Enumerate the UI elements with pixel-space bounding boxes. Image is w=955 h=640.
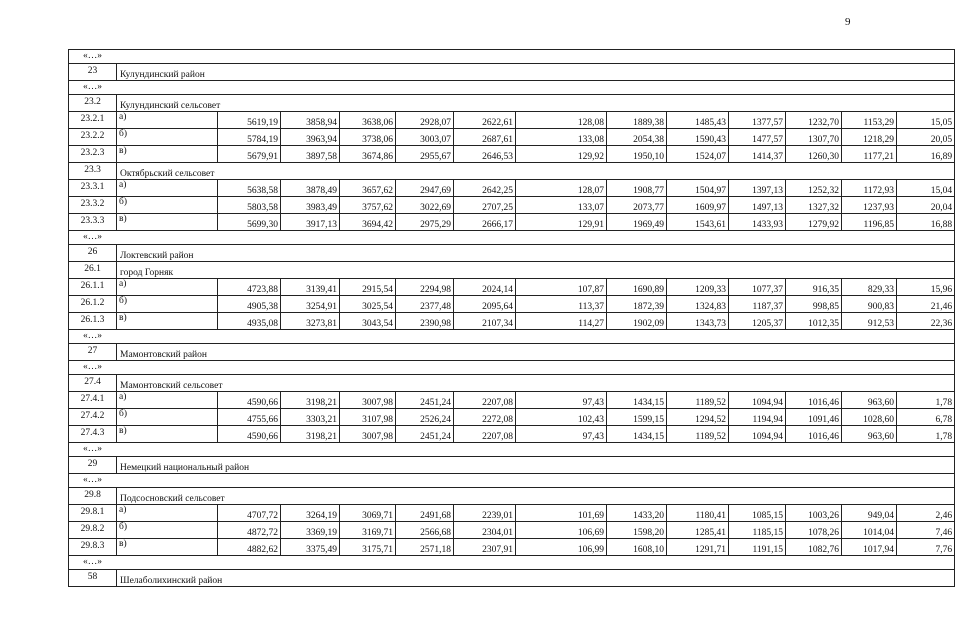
value-cell: 7,46: [897, 522, 955, 539]
row-code: 26.1.2: [69, 296, 117, 313]
row-code: 27.4.3: [69, 426, 117, 443]
value-cell: 3917,13: [281, 214, 340, 231]
value-cell: 1285,41: [667, 522, 729, 539]
value-cell: 2666,17: [454, 214, 516, 231]
value-cell: 1194,94: [729, 409, 786, 426]
value-cell: 1094,94: [729, 392, 786, 409]
value-cell: 1014,04: [842, 522, 897, 539]
value-cell: 1434,15: [607, 392, 667, 409]
value-cell: 1077,37: [729, 279, 786, 296]
row-letter: а): [117, 505, 218, 522]
value-cell: 4707,72: [218, 505, 281, 522]
value-cell: 15,96: [897, 279, 955, 296]
value-cell: 1205,37: [729, 313, 786, 330]
section-title: Локтевский район: [117, 245, 955, 262]
value-cell: 3694,42: [340, 214, 396, 231]
value-cell: 1950,10: [607, 146, 667, 163]
value-cell: 1485,43: [667, 112, 729, 129]
value-cell: 3069,71: [340, 505, 396, 522]
value-cell: 5699,30: [218, 214, 281, 231]
value-cell: 1307,70: [786, 129, 842, 146]
row-code: 27.4.1: [69, 392, 117, 409]
value-cell: 1209,33: [667, 279, 729, 296]
value-cell: 1003,26: [786, 505, 842, 522]
value-cell: 1,78: [897, 392, 955, 409]
row-code: 23.2.1: [69, 112, 117, 129]
value-cell: 4872,72: [218, 522, 281, 539]
value-cell: 1012,35: [786, 313, 842, 330]
table-row: [69, 522, 955, 539]
value-cell: 2272,08: [454, 409, 516, 426]
value-cell: 1590,43: [667, 129, 729, 146]
section-title: Мамонтовский район: [117, 344, 955, 361]
value-cell: 2975,29: [396, 214, 454, 231]
table-row: [69, 409, 955, 426]
value-cell: 1091,46: [786, 409, 842, 426]
value-cell: 2451,24: [396, 426, 454, 443]
value-cell: 1078,26: [786, 522, 842, 539]
value-cell: 133,08: [516, 129, 607, 146]
value-cell: 949,04: [842, 505, 897, 522]
value-cell: 3858,94: [281, 112, 340, 129]
value-cell: 128,08: [516, 112, 607, 129]
value-cell: 963,60: [842, 426, 897, 443]
value-cell: 15,05: [897, 112, 955, 129]
value-cell: 1504,97: [667, 180, 729, 197]
value-cell: 963,60: [842, 392, 897, 409]
value-cell: 3025,54: [340, 296, 396, 313]
value-cell: 129,92: [516, 146, 607, 163]
value-cell: 3022,69: [396, 197, 454, 214]
ellipsis-row: [69, 231, 955, 245]
ellipsis-row: [69, 556, 955, 570]
value-cell: 1889,38: [607, 112, 667, 129]
value-cell: 1028,60: [842, 409, 897, 426]
section-code: 29.8: [69, 488, 117, 505]
table-row: [69, 146, 955, 163]
value-cell: 998,85: [786, 296, 842, 313]
value-cell: 5619,19: [218, 112, 281, 129]
value-cell: 3107,98: [340, 409, 396, 426]
value-cell: 3757,62: [340, 197, 396, 214]
value-cell: 1414,37: [729, 146, 786, 163]
section-title: Немецкий национальный район: [117, 457, 955, 474]
value-cell: 3674,86: [340, 146, 396, 163]
section-row: [69, 570, 955, 587]
row-letter: в): [117, 313, 218, 330]
value-cell: 1085,15: [729, 505, 786, 522]
value-cell: 2207,08: [454, 392, 516, 409]
value-cell: 1477,57: [729, 129, 786, 146]
value-cell: 1180,41: [667, 505, 729, 522]
row-letter: в): [117, 539, 218, 556]
value-cell: 20,04: [897, 197, 955, 214]
value-cell: 2307,91: [454, 539, 516, 556]
value-cell: 1260,30: [786, 146, 842, 163]
value-cell: 1599,15: [607, 409, 667, 426]
value-cell: 1377,57: [729, 112, 786, 129]
value-cell: 1434,15: [607, 426, 667, 443]
value-cell: 3169,71: [340, 522, 396, 539]
table-row: [69, 313, 955, 330]
row-letter: в): [117, 426, 218, 443]
ellipsis-mark: «…»: [69, 474, 955, 488]
value-cell: 5638,58: [218, 180, 281, 197]
table-row: [69, 180, 955, 197]
table-row: [69, 129, 955, 146]
value-cell: 1433,20: [607, 505, 667, 522]
value-cell: 1279,92: [786, 214, 842, 231]
value-cell: 3738,06: [340, 129, 396, 146]
value-cell: 129,91: [516, 214, 607, 231]
value-cell: 3369,19: [281, 522, 340, 539]
row-code: 23.2.2: [69, 129, 117, 146]
value-cell: 4755,66: [218, 409, 281, 426]
ellipsis-row: [69, 330, 955, 344]
value-cell: 1294,52: [667, 409, 729, 426]
ellipsis-row: [69, 50, 955, 64]
value-cell: 1343,73: [667, 313, 729, 330]
value-cell: 1969,49: [607, 214, 667, 231]
value-cell: 102,43: [516, 409, 607, 426]
value-cell: 1017,94: [842, 539, 897, 556]
value-cell: 128,07: [516, 180, 607, 197]
value-cell: 16,89: [897, 146, 955, 163]
value-cell: 2377,48: [396, 296, 454, 313]
section-row: [69, 64, 955, 81]
value-cell: 2073,77: [607, 197, 667, 214]
value-cell: 1324,83: [667, 296, 729, 313]
value-cell: 1082,76: [786, 539, 842, 556]
section-code: 27.4: [69, 375, 117, 392]
section-code: 23: [69, 64, 117, 81]
value-cell: 106,99: [516, 539, 607, 556]
value-cell: 2526,24: [396, 409, 454, 426]
ellipsis-mark: «…»: [69, 50, 955, 64]
table-row: [69, 112, 955, 129]
row-letter: а): [117, 180, 218, 197]
value-cell: 3175,71: [340, 539, 396, 556]
value-cell: 1185,15: [729, 522, 786, 539]
section-title: Подсосновский сельсовет: [117, 488, 955, 505]
value-cell: 2054,38: [607, 129, 667, 146]
value-cell: 2915,54: [340, 279, 396, 296]
section-row: [69, 245, 955, 262]
value-cell: 3198,21: [281, 392, 340, 409]
section-row: [69, 344, 955, 361]
value-cell: 916,35: [786, 279, 842, 296]
ellipsis-row: [69, 81, 955, 95]
table-row: [69, 279, 955, 296]
value-cell: 21,46: [897, 296, 955, 313]
value-cell: 1232,70: [786, 112, 842, 129]
value-cell: 1524,07: [667, 146, 729, 163]
value-cell: 2390,98: [396, 313, 454, 330]
value-cell: 4723,88: [218, 279, 281, 296]
value-cell: 1872,39: [607, 296, 667, 313]
value-cell: 1598,20: [607, 522, 667, 539]
value-cell: 2451,24: [396, 392, 454, 409]
row-letter: в): [117, 214, 218, 231]
section-title: Шелаболихинский район: [117, 570, 955, 587]
value-cell: 1237,93: [842, 197, 897, 214]
table-row: [69, 505, 955, 522]
section-row: [69, 163, 955, 180]
value-cell: 3375,49: [281, 539, 340, 556]
value-cell: 6,78: [897, 409, 955, 426]
value-cell: 3198,21: [281, 426, 340, 443]
value-cell: 1252,32: [786, 180, 842, 197]
tariff-table: [68, 49, 955, 587]
value-cell: 3983,49: [281, 197, 340, 214]
value-cell: 1016,46: [786, 426, 842, 443]
value-cell: 7,76: [897, 539, 955, 556]
row-code: 26.1.1: [69, 279, 117, 296]
value-cell: 113,37: [516, 296, 607, 313]
row-letter: а): [117, 112, 218, 129]
value-cell: 3007,98: [340, 392, 396, 409]
section-row: [69, 457, 955, 474]
value-cell: 1902,09: [607, 313, 667, 330]
row-code: 27.4.2: [69, 409, 117, 426]
value-cell: 1187,37: [729, 296, 786, 313]
value-cell: 2622,61: [454, 112, 516, 129]
row-letter: б): [117, 409, 218, 426]
ellipsis-row: [69, 474, 955, 488]
value-cell: 1191,15: [729, 539, 786, 556]
section-row: [69, 488, 955, 505]
value-cell: 4590,66: [218, 392, 281, 409]
value-cell: 3897,58: [281, 146, 340, 163]
section-title: Кулундинский район: [117, 64, 955, 81]
row-letter: б): [117, 522, 218, 539]
value-cell: 2928,07: [396, 112, 454, 129]
ellipsis-mark: «…»: [69, 443, 955, 457]
row-code: 29.8.1: [69, 505, 117, 522]
value-cell: 97,43: [516, 392, 607, 409]
row-code: 23.3.3: [69, 214, 117, 231]
table-row: [69, 296, 955, 313]
value-cell: 3043,54: [340, 313, 396, 330]
value-cell: 3273,81: [281, 313, 340, 330]
value-cell: 22,36: [897, 313, 955, 330]
row-letter: а): [117, 392, 218, 409]
value-cell: 2571,18: [396, 539, 454, 556]
value-cell: 107,87: [516, 279, 607, 296]
row-code: 29.8.2: [69, 522, 117, 539]
value-cell: 1016,46: [786, 392, 842, 409]
value-cell: 2207,08: [454, 426, 516, 443]
value-cell: 912,53: [842, 313, 897, 330]
row-code: 23.3.1: [69, 180, 117, 197]
value-cell: 114,27: [516, 313, 607, 330]
value-cell: 1497,13: [729, 197, 786, 214]
value-cell: 1172,93: [842, 180, 897, 197]
value-cell: 2947,69: [396, 180, 454, 197]
ellipsis-row: [69, 361, 955, 375]
section-code: 23.3: [69, 163, 117, 180]
value-cell: 3003,07: [396, 129, 454, 146]
value-cell: 2687,61: [454, 129, 516, 146]
value-cell: 3007,98: [340, 426, 396, 443]
value-cell: 4882,62: [218, 539, 281, 556]
row-letter: в): [117, 146, 218, 163]
value-cell: 2024,14: [454, 279, 516, 296]
section-code: 26.1: [69, 262, 117, 279]
value-cell: 5784,19: [218, 129, 281, 146]
value-cell: 2239,01: [454, 505, 516, 522]
value-cell: 1177,21: [842, 146, 897, 163]
ellipsis-mark: «…»: [69, 231, 955, 245]
row-code: 23.2.3: [69, 146, 117, 163]
section-row: [69, 262, 955, 279]
section-title: город Горняк: [117, 262, 955, 279]
value-cell: 1,78: [897, 426, 955, 443]
value-cell: 5679,91: [218, 146, 281, 163]
value-cell: 1908,77: [607, 180, 667, 197]
value-cell: 5803,58: [218, 197, 281, 214]
row-letter: а): [117, 279, 218, 296]
value-cell: 2095,64: [454, 296, 516, 313]
table-row: [69, 214, 955, 231]
value-cell: 2294,98: [396, 279, 454, 296]
value-cell: 16,88: [897, 214, 955, 231]
row-letter: б): [117, 197, 218, 214]
section-row: [69, 95, 955, 112]
value-cell: 1608,10: [607, 539, 667, 556]
value-cell: 15,04: [897, 180, 955, 197]
value-cell: 1189,52: [667, 392, 729, 409]
value-cell: 97,43: [516, 426, 607, 443]
value-cell: 1609,97: [667, 197, 729, 214]
value-cell: 1218,29: [842, 129, 897, 146]
ellipsis-mark: «…»: [69, 361, 955, 375]
value-cell: 3963,94: [281, 129, 340, 146]
section-title: Октябрьский сельсовет: [117, 163, 955, 180]
section-row: [69, 375, 955, 392]
value-cell: 2707,25: [454, 197, 516, 214]
row-code: 26.1.3: [69, 313, 117, 330]
value-cell: 4590,66: [218, 426, 281, 443]
value-cell: 3638,06: [340, 112, 396, 129]
value-cell: 3139,41: [281, 279, 340, 296]
value-cell: 3303,21: [281, 409, 340, 426]
value-cell: 1433,93: [729, 214, 786, 231]
table-body: [69, 50, 955, 587]
row-code: 29.8.3: [69, 539, 117, 556]
value-cell: 2646,53: [454, 146, 516, 163]
value-cell: 20,05: [897, 129, 955, 146]
value-cell: 3254,91: [281, 296, 340, 313]
value-cell: 1094,94: [729, 426, 786, 443]
value-cell: 1196,85: [842, 214, 897, 231]
value-cell: 133,07: [516, 197, 607, 214]
value-cell: 2107,34: [454, 313, 516, 330]
value-cell: 1397,13: [729, 180, 786, 197]
value-cell: 829,33: [842, 279, 897, 296]
value-cell: 2491,68: [396, 505, 454, 522]
section-code: 23.2: [69, 95, 117, 112]
value-cell: 1690,89: [607, 279, 667, 296]
value-cell: 2,46: [897, 505, 955, 522]
value-cell: 2566,68: [396, 522, 454, 539]
value-cell: 1543,61: [667, 214, 729, 231]
value-cell: 4935,08: [218, 313, 281, 330]
ellipsis-mark: «…»: [69, 556, 955, 570]
section-code: 58: [69, 570, 117, 587]
value-cell: 2642,25: [454, 180, 516, 197]
value-cell: 900,83: [842, 296, 897, 313]
row-letter: б): [117, 129, 218, 146]
table-row: [69, 392, 955, 409]
value-cell: 1153,29: [842, 112, 897, 129]
value-cell: 3878,49: [281, 180, 340, 197]
value-cell: 101,69: [516, 505, 607, 522]
table-row: [69, 539, 955, 556]
ellipsis-row: [69, 443, 955, 457]
value-cell: 1291,71: [667, 539, 729, 556]
table-row: [69, 197, 955, 214]
section-title: Кулундинский сельсовет: [117, 95, 955, 112]
ellipsis-mark: «…»: [69, 81, 955, 95]
section-code: 26: [69, 245, 117, 262]
section-code: 29: [69, 457, 117, 474]
row-code: 23.3.2: [69, 197, 117, 214]
value-cell: 2304,01: [454, 522, 516, 539]
page-number: 9: [845, 16, 851, 28]
row-letter: б): [117, 296, 218, 313]
value-cell: 3264,19: [281, 505, 340, 522]
value-cell: 2955,67: [396, 146, 454, 163]
table-row: [69, 426, 955, 443]
value-cell: 106,69: [516, 522, 607, 539]
value-cell: 1189,52: [667, 426, 729, 443]
section-code: 27: [69, 344, 117, 361]
ellipsis-mark: «…»: [69, 330, 955, 344]
value-cell: 3657,62: [340, 180, 396, 197]
value-cell: 1327,32: [786, 197, 842, 214]
section-title: Мамонтовский сельсовет: [117, 375, 955, 392]
value-cell: 4905,38: [218, 296, 281, 313]
